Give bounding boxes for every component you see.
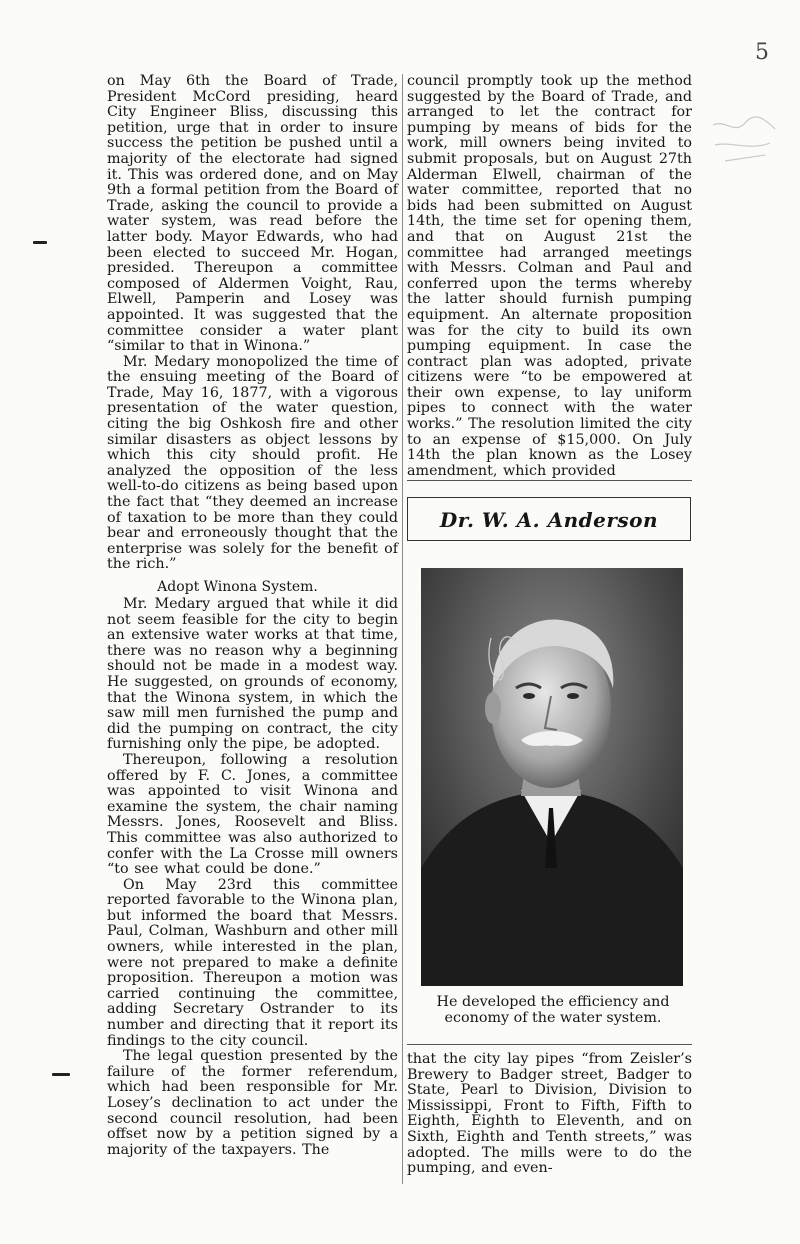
portrait-name: Dr. W. A. Anderson — [439, 508, 659, 532]
margin-mark-lower — [52, 1073, 70, 1076]
portrait-photo — [421, 568, 683, 986]
section-subhead: Adopt Winona System. — [157, 579, 318, 595]
right-column-top — [407, 74, 692, 479]
column-divider — [402, 74, 403, 1184]
pencil-marginalia-icon — [705, 115, 795, 175]
article-paragraph: Thereupon, following a resolution offered by F. C. Jones, a committee was appointed to visit Winona and examine the system, the chair naming Messrs. Jones, Roosevelt and Bliss. This committee was also authorized to confer with the La Crosse mill owners “to see what could be done.” — [107, 751, 398, 878]
portrait-name-box — [407, 497, 691, 541]
page-number: 5 — [755, 40, 769, 65]
margin-mark-upper — [33, 241, 47, 244]
article-paragraph: The legal question presented by the failure of the former referendum, which had been responsible for Mr. Losey’s declination to act under the second council resolution, had been offset now by a petition signed by a majority of the taxpayers. The — [107, 1048, 398, 1158]
article-paragraph: On May 23rd this committee reported favorable to the Winona plan, but informed the board that Messrs. Paul, Colman, Washburn and other mill owners, while interested in the plan, were not prepared to make a definite proposition. Thereupon a motion was carried continuing the committee, adding Secretary Ostrander to its number and directing that it report its findings to the city council. — [107, 876, 398, 1049]
portrait-image — [421, 568, 683, 986]
section-rule — [407, 480, 692, 481]
article-paragraph: that the city lay pipes “from Zeisler’s Brewery to Badger street, Badger to State, Pearl to Division, Division to Mississippi, Front to Fifth, Fifth to Eighth, Eighth to Eleventh, and on Sixth, Eighth and Tenth streets,” was adopted. The mills were to do the pumping, and even- — [407, 1051, 692, 1177]
portrait-caption: He developed the efficiency and economy of the water system. — [436, 994, 670, 1026]
section-rule — [407, 1044, 692, 1045]
article-paragraph: Mr. Medary monopolized the time of the ensuing meeting of the Board of Trade, May 16, 1877, with a vigorous presentation of the water question, citing the big Oshkosh fire and other similar disasters as object lessons by which this city should profit. He analyzed the opposition of the less well-to-do citizens as being based upon the fact that “they deemed an increase of taxation to be more than they could bear and erroneously thought that the enterprise was solely for the benefit of the rich.” — [107, 353, 398, 573]
right-column-bottom — [407, 1052, 692, 1177]
left-column — [107, 74, 398, 1158]
article-paragraph: on May 6th the Board of Trade, President McCord presiding, heard City Engineer Bliss, discussing this petition, urge that in order to insure success the petition be pushed until a majority of the electorate had signed it. This was ordered done, and on May 9th a formal petition from the Board of Trade, asking the council to provide a water system, was read before the latter body. Mayor Edwards, who had been elected to succeed Mr. Hogan, presided. Thereupon a committee composed of Aldermen Voight, Rau, Elwell, Pamperin and Losey was appointed. It was suggested that the committee consider a water plant “similar to that in Winona.” — [107, 73, 398, 355]
article-paragraph: Mr. Medary argued that while it did not seem feasible for the city to begin an extensive water works at that time, there was no reason why a beginning should not be made in a modest way. He suggested, on grounds of economy, that the Winona system, in which the saw mill men furnished the pump and did the pumping on contract, the city furnishing only the pipe, be adopted. — [107, 596, 398, 753]
article-paragraph: council promptly took up the method suggested by the Board of Trade, and arranged to let the contract for pumping by means of bids for the work, mill owners being invited to submit proposals, but on August 27th Alderman Elwell, chairman of the water committee, reported that no bids had been submitted on August 14th, the time set for opening them, and that on August 21st the committee had arranged meetings with Messrs. Colman and Paul and conferred upon the terms whereby the latter should furnish pumping equipment. An alternate proposition was for the city to build its own pumping equipment. In case the contract plan was adopted, private citizens were “to be empowered at their own expense, to lay uniform pipes to connect with the water works.” The resolution limited the city to an expense of $15,000. On July 14th the plan known as the Losey amendment, which provided — [407, 73, 692, 479]
